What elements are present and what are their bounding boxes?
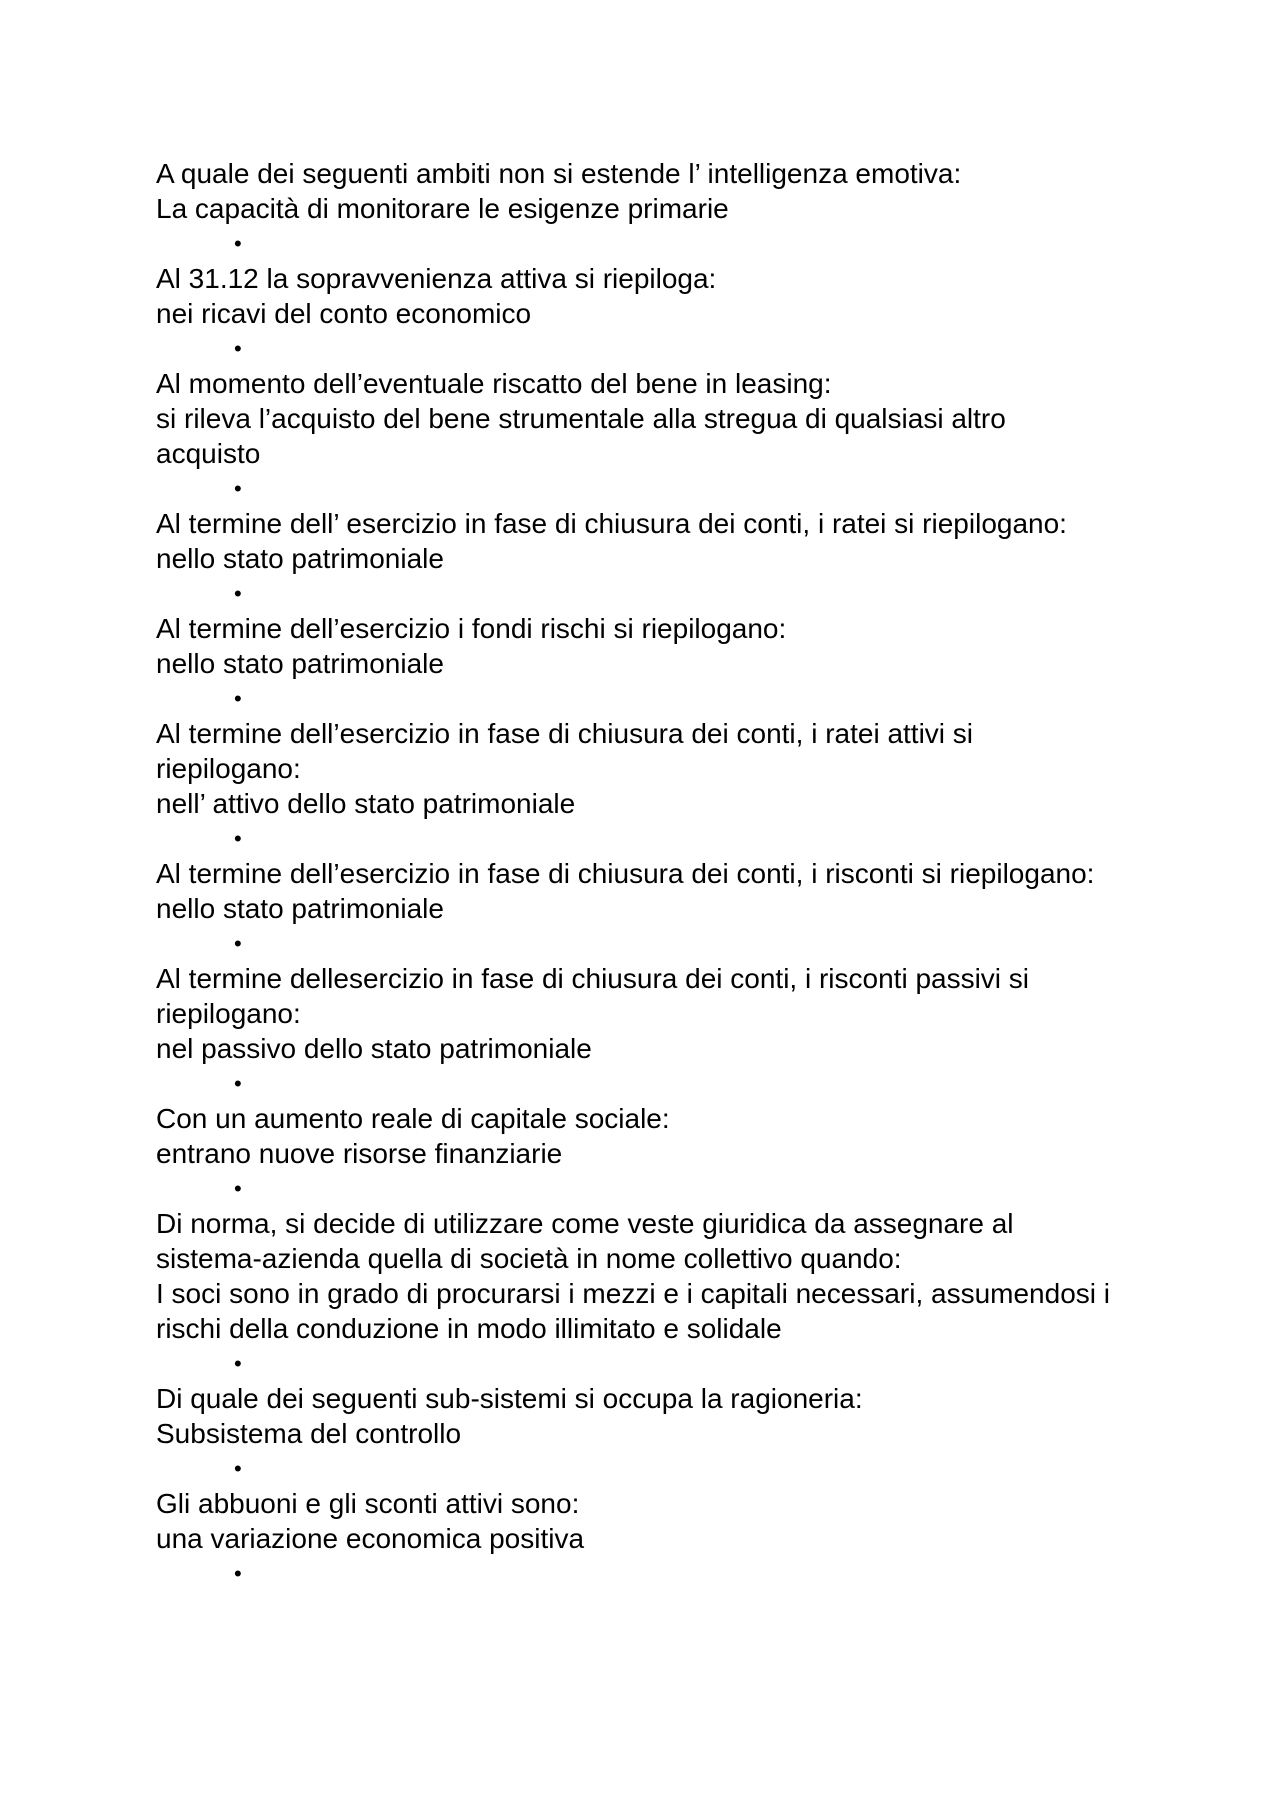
qa-entry	[156, 1486, 1116, 1591]
qa-list	[156, 156, 1116, 1591]
bullet-icon: •	[234, 1561, 242, 1586]
bullet-icon: •	[234, 826, 242, 851]
answer-text: una variazione economica positiva	[156, 1523, 585, 1554]
bullet-icon: •	[234, 1456, 242, 1481]
answer-text: si rileva l’acquisto del bene strumentale alla stregua di qualsiasi altro acquisto	[156, 403, 1006, 469]
qa-entry	[156, 611, 1116, 716]
question-text: Al 31.12 la sopravvenienza attiva si riepiloga:	[156, 263, 717, 294]
question-text: Al termine dell’ esercizio in fase di chiusura dei conti, i ratei si riepilogano:	[156, 508, 1067, 539]
bullet-icon: •	[234, 686, 242, 711]
answer-text: I soci sono in grado di procurarsi i mezzi e i capitali necessari, assumendosi i rischi della conduzione in modo illimitato e solidale	[156, 1278, 1110, 1344]
question-text: Di norma, si decide di utilizzare come veste giuridica da assegnare al sistema-azienda quella di società in nome collettivo quando:	[156, 1208, 1014, 1274]
qa-entry	[156, 856, 1116, 961]
question-text: Gli abbuoni e gli sconti attivi sono:	[156, 1488, 580, 1519]
qa-entry	[156, 506, 1116, 611]
answer-text: Subsistema del controllo	[156, 1418, 462, 1449]
qa-entry	[156, 366, 1116, 506]
question-text: Al termine dell’esercizio i fondi rischi si riepilogano:	[156, 613, 787, 644]
bullet-icon: •	[234, 1351, 242, 1376]
answer-text: nello stato patrimoniale	[156, 893, 444, 924]
question-text: Al termine dell’esercizio in fase di chiusura dei conti, i ratei attivi si riepilogano:	[156, 718, 974, 784]
qa-entry	[156, 961, 1116, 1101]
bullet-icon: •	[234, 476, 242, 501]
qa-entry	[156, 156, 1116, 261]
question-text: Di quale dei seguenti sub-sistemi si occupa la ragioneria:	[156, 1383, 863, 1414]
qa-entry	[156, 1381, 1116, 1486]
qa-entry	[156, 716, 1116, 856]
qa-entry	[156, 261, 1116, 366]
question-text: Al momento dell’eventuale riscatto del bene in leasing:	[156, 368, 832, 399]
bullet-icon: •	[234, 231, 242, 256]
question-text: Con un aumento reale di capitale sociale:	[156, 1103, 670, 1134]
answer-text: entrano nuove risorse finanziarie	[156, 1138, 563, 1169]
bullet-icon: •	[234, 581, 242, 606]
question-text: A quale dei seguenti ambiti non si estende l’ intelligenza emotiva:	[156, 158, 962, 189]
question-text: Al termine dellesercizio in fase di chiusura dei conti, i risconti passivi si riepilogano:	[156, 963, 1030, 1029]
qa-entry	[156, 1101, 1116, 1206]
answer-text: La capacità di monitorare le esigenze primarie	[156, 193, 729, 224]
answer-text: nello stato patrimoniale	[156, 648, 444, 679]
answer-text: nei ricavi del conto economico	[156, 298, 532, 329]
question-text: Al termine dell’esercizio in fase di chiusura dei conti, i risconti si riepilogano:	[156, 858, 1095, 889]
answer-text: nel passivo dello stato patrimoniale	[156, 1033, 592, 1064]
bullet-icon: •	[234, 1176, 242, 1201]
qa-entry	[156, 1206, 1116, 1381]
bullet-icon: •	[234, 931, 242, 956]
bullet-icon: •	[234, 1071, 242, 1096]
answer-text: nell’ attivo dello stato patrimoniale	[156, 788, 576, 819]
answer-text: nello stato patrimoniale	[156, 543, 444, 574]
bullet-icon: •	[234, 336, 242, 361]
